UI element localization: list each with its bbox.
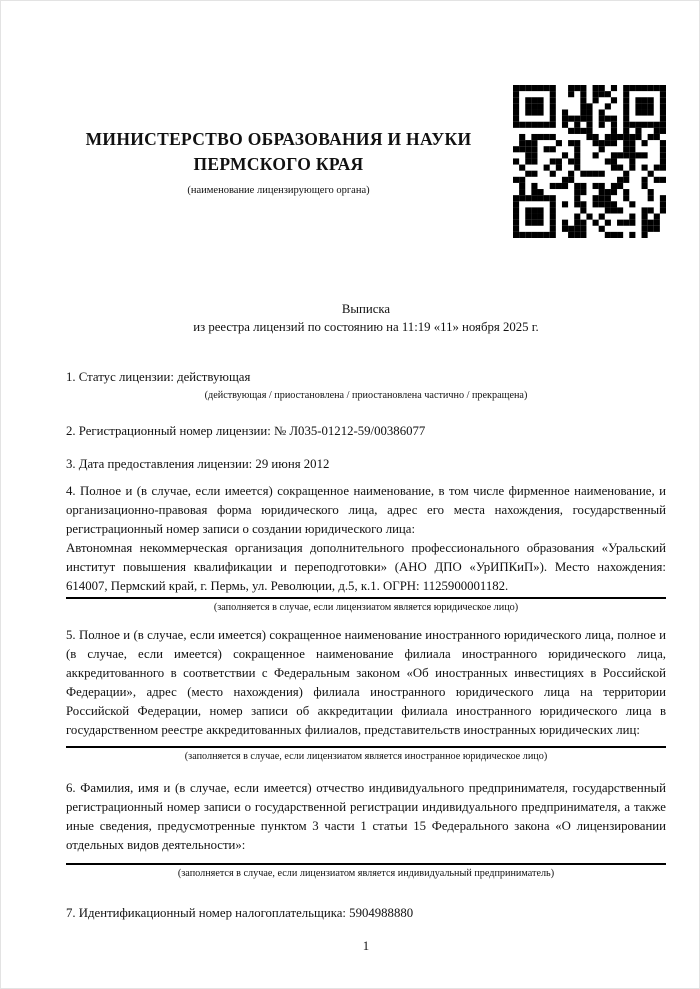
item-registration-number bbox=[66, 422, 666, 441]
licensing-authority-block bbox=[66, 127, 513, 197]
document-title bbox=[66, 300, 666, 336]
document-body bbox=[66, 368, 666, 956]
legal-entity-label: 4. Полное и (в случае, если имеется) сокращенное наименование, в том числе фирменное наименование, и организационно-правовая форма юридического лица, адрес его места нахождения, государственный регистрационный номер записи о создании юридического лица: bbox=[66, 484, 666, 536]
license-date-text: 3. Дата предоставления лицензии: 29 июня 2012 bbox=[66, 457, 330, 471]
registration-number-text: 2. Регистрационный номер лицензии: № Л035-01212-59/00386077 bbox=[66, 424, 426, 438]
fill-line bbox=[66, 863, 666, 865]
taxpayer-number-text: 7. Идентификационный номер налогоплательщика: 5904988880 bbox=[66, 906, 414, 920]
fill-line bbox=[66, 597, 666, 599]
org-name-line2: ПЕРМСКОГО КРАЯ bbox=[193, 153, 364, 174]
license-status-text: 1. Статус лицензии: действующая bbox=[66, 370, 251, 384]
legal-entity-value: Автономная некоммерческая организация дополнительного профессионального образования «Уральский институт повышения квалификации и переподготовки» (АНО ДПО «УрИПКиП»). Место нахождения: 614007, Пермский край, г. Пермь, ул. Революции, д.5, к.1. ОГРН: 1125900001182. bbox=[66, 541, 666, 593]
item-foreign-entity bbox=[66, 626, 666, 763]
org-name-line1: МИНИСТЕРСТВО ОБРАЗОВАНИЯ И НАУКИ bbox=[85, 128, 472, 149]
item-individual-entrepreneur bbox=[66, 779, 666, 880]
foreign-entity-label: 5. Полное и (в случае, если имеется) сокращенное наименование иностранного юридического лица, полное и (в случае, если имеется) сокращенное наименование филиала иностранного юридического лица, аккредитованного в соответствии с Федеральным законом «Об иностранных инвестициях в Российской Федерации», адрес (место нахождения) филиала иностранного юридического лица на территории Российской Федерации, номер записи об аккредитации филиала иностранного юридического лица в государственном реестре аккредитованных филиалов, представительств иностранных юридических лиц: bbox=[66, 628, 666, 737]
item-license-date bbox=[66, 455, 666, 474]
item-legal-entity bbox=[66, 482, 666, 614]
legal-entity-note: (заполняется в случае, если лицензиатом является юридическое лицо) bbox=[213, 602, 519, 613]
license-status-options-note: (действующая / приостановлена / приостановлена частично / прекращена) bbox=[204, 390, 528, 401]
item-taxpayer-number bbox=[66, 904, 666, 923]
foreign-entity-note: (заполняется в случае, если лицензиатом является иностранное юридическое лицо) bbox=[184, 751, 548, 762]
page-number: 1 bbox=[362, 939, 370, 953]
fill-line bbox=[66, 746, 666, 748]
document-header bbox=[66, 85, 666, 238]
individual-entrepreneur-label: 6. Фамилия, имя и (в случае, если имеется) отчество индивидуального предпринимателя, государственный регистрационный номер записи о государственной регистрации индивидуального предпринимателя, а также иные сведения, предусмотренные пунктом 3 части 1 статьи 15 Федерального закона «О лицензировании отдельных видов деятельности»: bbox=[66, 781, 666, 852]
qr-code-icon bbox=[513, 85, 666, 238]
item-license-status bbox=[66, 368, 666, 402]
document-title-line1: Выписка bbox=[341, 302, 391, 316]
org-name-caption: (наименование лицензирующего органа) bbox=[187, 184, 370, 196]
document-title-line2: из реестра лицензий по состоянию на 11:19 «11» ноября 2025 г. bbox=[193, 320, 539, 334]
individual-entrepreneur-note: (заполняется в случае, если лицензиатом является индивидуальный предприниматель) bbox=[177, 868, 555, 879]
